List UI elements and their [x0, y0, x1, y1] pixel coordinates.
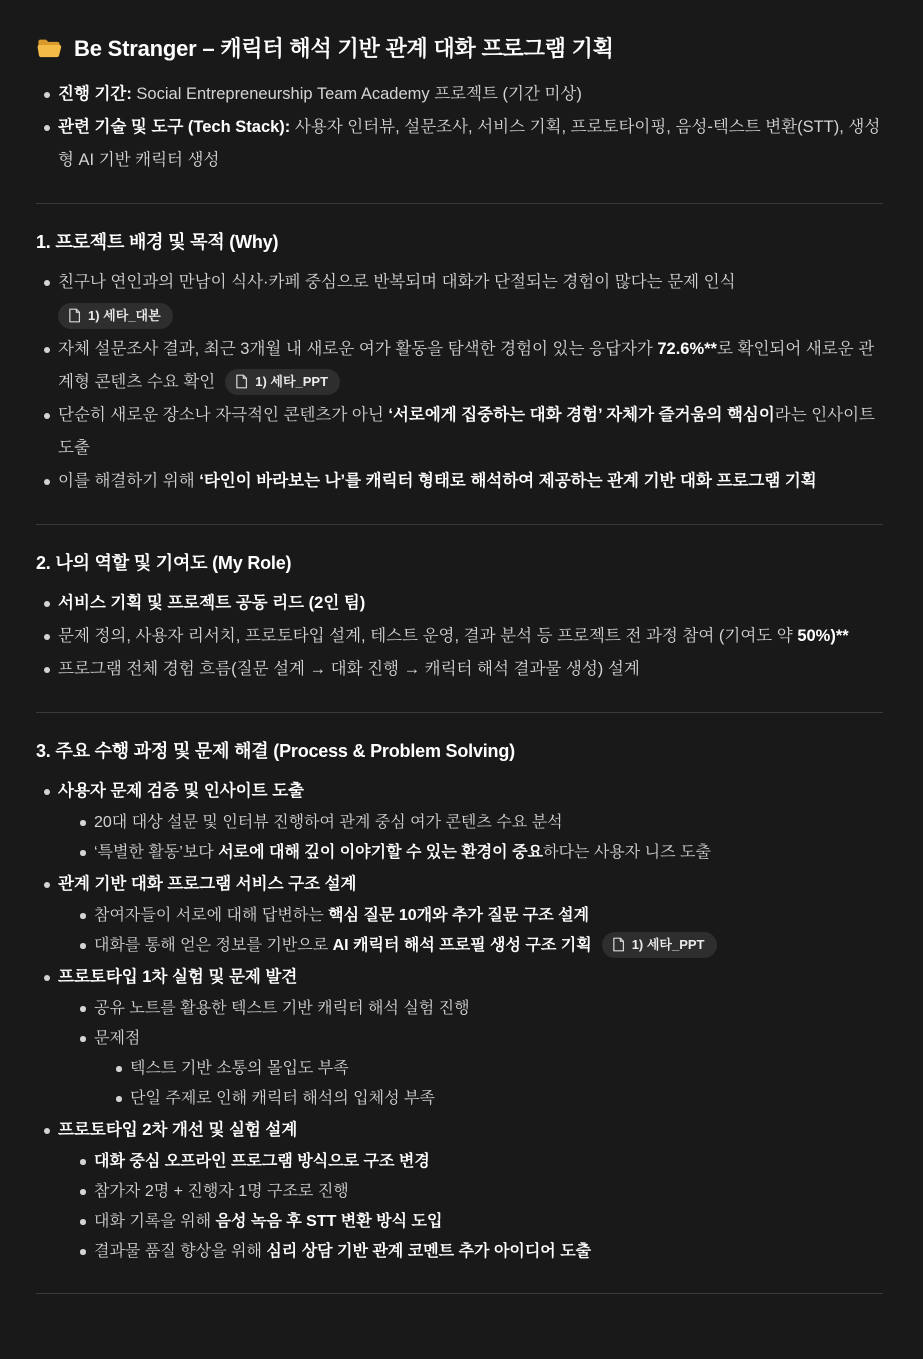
- list-item: [72, 1024, 883, 1054]
- section-heading: 3. 주요 수행 과정 및 문제 해결 (Process & Problem Solving): [36, 741, 515, 761]
- text: 로 확인되어 새로운 관계형 콘텐츠 수요 확인: [58, 340, 875, 391]
- list-item: [36, 620, 883, 653]
- bold-text: 사용자 문제 검증 및 인사이트 도출: [58, 782, 305, 800]
- bullet-icon: [108, 1084, 130, 1114]
- text: 공유 노트를 활용한 텍스트 기반 캐릭터 해석 실험 진행: [94, 1000, 470, 1017]
- page-link-badge[interactable]: [225, 369, 340, 395]
- bullet-icon: [72, 931, 94, 961]
- list-item-text: [58, 868, 883, 901]
- bullet-icon: [36, 465, 58, 498]
- bold-text: 프로토타입 2차 개선 및 실험 설계: [58, 1121, 298, 1139]
- bullet-icon: [36, 775, 58, 808]
- list-item: [36, 399, 883, 465]
- list-item: [72, 994, 883, 1024]
- page-link-badge-label: 1) 세타_PPT: [631, 936, 705, 952]
- text: 단일 주제로 인해 캐릭터 해석의 입체성 부족: [130, 1090, 435, 1107]
- bullet-icon: [36, 587, 58, 620]
- list-item-text: [130, 1054, 883, 1084]
- bold-text: 서비스 기획 및 프로젝트 공동 리드 (2인 팀): [58, 594, 366, 612]
- list-item: [108, 1054, 883, 1084]
- list-item: [72, 808, 883, 838]
- list-item: [36, 111, 883, 177]
- text: 결과물 품질 향상을 위해: [94, 1243, 267, 1260]
- list-item-text: [94, 1237, 883, 1267]
- text: 참여자들이 서로에 대해 답변하는: [94, 907, 329, 924]
- list-item: [72, 1237, 883, 1267]
- bullet-icon: [72, 1147, 94, 1177]
- bullet-icon: [72, 1207, 94, 1237]
- list-item: [36, 333, 883, 399]
- badge-row: [58, 301, 883, 329]
- list-item: [108, 1084, 883, 1114]
- bullet-icon: [36, 620, 58, 653]
- bold-text: ‘서로에게 집중하는 대화 경험’ 자체가 즐거움의 핵심이: [388, 406, 775, 424]
- bold-text: 관계 기반 대화 프로그램 서비스 구조 설계: [58, 875, 357, 893]
- text: 대화 기록을 위해: [94, 1213, 216, 1230]
- list-item: [72, 1147, 883, 1177]
- section-heading: 2. 나의 역할 및 기여도 (My Role): [36, 553, 292, 573]
- list-item-text: [58, 399, 883, 465]
- text: 단순히 새로운 장소나 자극적인 콘텐츠가 아닌: [58, 406, 389, 424]
- bold-text: 대화 중심 오프라인 프로그램 방식으로 구조 변경: [94, 1153, 430, 1170]
- text: 프로그램 전체 경험 흐름(질문 설계 → 대화 진행 → 캐릭터 해석 결과물 생성) 설계: [58, 660, 640, 678]
- list-item-text: [94, 1147, 883, 1177]
- list-item: [36, 775, 883, 808]
- text: 대화를 통해 얻은 정보를 기반으로: [94, 937, 333, 954]
- divider: [36, 1293, 883, 1294]
- document-icon: [235, 374, 248, 389]
- text: 사용자 인터뷰, 설문조사, 서비스 기획, 프로토타이핑, 음성-텍스트 변환(STT), 생성형 AI 기반 캐릭터 생성: [58, 118, 881, 169]
- bullet-icon: [72, 994, 94, 1024]
- text: 하다는 사용자 니즈 도출: [543, 844, 711, 861]
- text: 이를 해결하기 위해: [58, 472, 200, 490]
- section-heading: 1. 프로젝트 배경 및 목적 (Why): [36, 232, 279, 252]
- list-item-text: [58, 266, 883, 333]
- list-item-text: [130, 1084, 883, 1114]
- list-item: [36, 653, 883, 686]
- divider: [36, 712, 883, 713]
- list-item: [36, 266, 883, 333]
- bold-text: 핵심 질문 10개와 추가 질문 구조 설계: [328, 907, 590, 924]
- folder-icon: [36, 36, 62, 62]
- document-icon: [68, 308, 81, 323]
- list-item-text: [58, 465, 883, 498]
- list-item-text: [58, 961, 883, 994]
- list-item-text: [58, 653, 883, 686]
- bullet-icon: [36, 399, 58, 432]
- list-item-text: [94, 994, 883, 1024]
- list-item: [36, 465, 883, 498]
- list-item: [36, 78, 883, 111]
- page-link-badge-label: 1) 세타_대본: [88, 307, 161, 323]
- list-item-text: [94, 808, 883, 838]
- list-item: [72, 1207, 883, 1237]
- bold-text: 서로에 대해 깊이 이야기할 수 있는 환경이 중요: [218, 844, 543, 861]
- bold-text: 관련 기술 및 도구 (Tech Stack):: [58, 118, 291, 136]
- page-title-row: [36, 34, 883, 64]
- bullet-icon: [36, 111, 58, 144]
- text: 친구나 연인과의 만남이 식사·카페 중심으로 반복되며 대화가 단절되는 경험이 많다는 문제 인식: [58, 273, 736, 291]
- list-item-text: [58, 775, 883, 808]
- list-item-text: [94, 838, 883, 868]
- list-item-text: [94, 931, 883, 961]
- list-item-text: [58, 333, 883, 399]
- list-item-text: [58, 78, 883, 111]
- bold-text: 프로토타입 1차 실험 및 문제 발견: [58, 968, 298, 986]
- page-title: Be Stranger – 캐릭터 해석 기반 관계 대화 프로그램 기획: [74, 36, 614, 61]
- bold-text: 심리 상담 기반 관계 코멘트 추가 아이디어 도출: [266, 1243, 592, 1260]
- list-item-text: [58, 111, 883, 177]
- bullet-icon: [72, 1177, 94, 1207]
- list-item-text: [94, 1177, 883, 1207]
- page-link-badge[interactable]: [58, 303, 173, 329]
- list-item-text: [58, 1114, 883, 1147]
- bullet-icon: [36, 266, 58, 299]
- bold-text: ‘타인이 바라보는 나’를 캐릭터 형태로 해석하여 제공하는 관계 기반 대화 프로그램 기획: [199, 472, 817, 490]
- bold-text: 50%)**: [797, 627, 849, 645]
- text: 참가자 2명 + 진행자 1명 구조로 진행: [94, 1183, 349, 1200]
- bullet-icon: [36, 868, 58, 901]
- bullet-icon: [72, 838, 94, 868]
- divider: [36, 203, 883, 204]
- list-item: [72, 931, 883, 961]
- bullet-icon: [72, 808, 94, 838]
- list-item: [72, 901, 883, 931]
- bullet-icon: [72, 901, 94, 931]
- bullet-icon: [36, 333, 58, 366]
- list-item: [36, 961, 883, 994]
- text: 문제 정의, 사용자 리서치, 프로토타입 설계, 테스트 운영, 결과 분석 등 프로젝트 전 과정 참여 (기여도 약: [58, 627, 798, 645]
- text: 라는 인사이트 도출: [58, 406, 875, 457]
- text: 문제점: [94, 1030, 141, 1047]
- list-item: [72, 838, 883, 868]
- bullet-icon: [36, 961, 58, 994]
- text: 텍스트 기반 소통의 몰입도 부족: [130, 1060, 349, 1077]
- text: 20대 대상 설문 및 인터뷰 진행하여 관계 중심 여가 콘텐츠 수요 분석: [94, 814, 563, 831]
- text: Social Entrepreneurship Team Academy 프로젝트 (기간 미상): [131, 85, 582, 103]
- text: ‘특별한 활동’보다: [94, 844, 219, 861]
- bullet-icon: [36, 1114, 58, 1147]
- document-content: [36, 78, 883, 1294]
- list-item-text: [94, 1024, 883, 1054]
- bullet-icon: [36, 653, 58, 686]
- list-item-text: [58, 620, 883, 653]
- bullet-icon: [108, 1054, 130, 1084]
- bold-text: 진행 기간:: [58, 85, 132, 103]
- bullet-icon: [72, 1024, 94, 1054]
- list-item: [36, 587, 883, 620]
- text: 자체 설문조사 결과, 최근 3개월 내 새로운 여가 활동을 탐색한 경험이 있는 응답자가: [58, 340, 658, 358]
- list-item-text: [58, 587, 883, 620]
- bold-text: 음성 녹음 후 STT 변환 방식 도입: [215, 1213, 443, 1230]
- list-item-text: [94, 1207, 883, 1237]
- page-link-badge[interactable]: [602, 932, 717, 958]
- list-item: [72, 1177, 883, 1207]
- bullet-icon: [36, 78, 58, 111]
- list-item: [36, 868, 883, 901]
- divider: [36, 524, 883, 525]
- document-icon: [612, 937, 625, 952]
- bold-text: AI 캐릭터 해석 프로필 생성 구조 기획: [332, 937, 592, 954]
- bullet-icon: [72, 1237, 94, 1267]
- list-item: [36, 1114, 883, 1147]
- page-link-badge-label: 1) 세타_PPT: [255, 373, 329, 389]
- bold-text: 72.6%**: [657, 340, 717, 358]
- list-item-text: [94, 901, 883, 931]
